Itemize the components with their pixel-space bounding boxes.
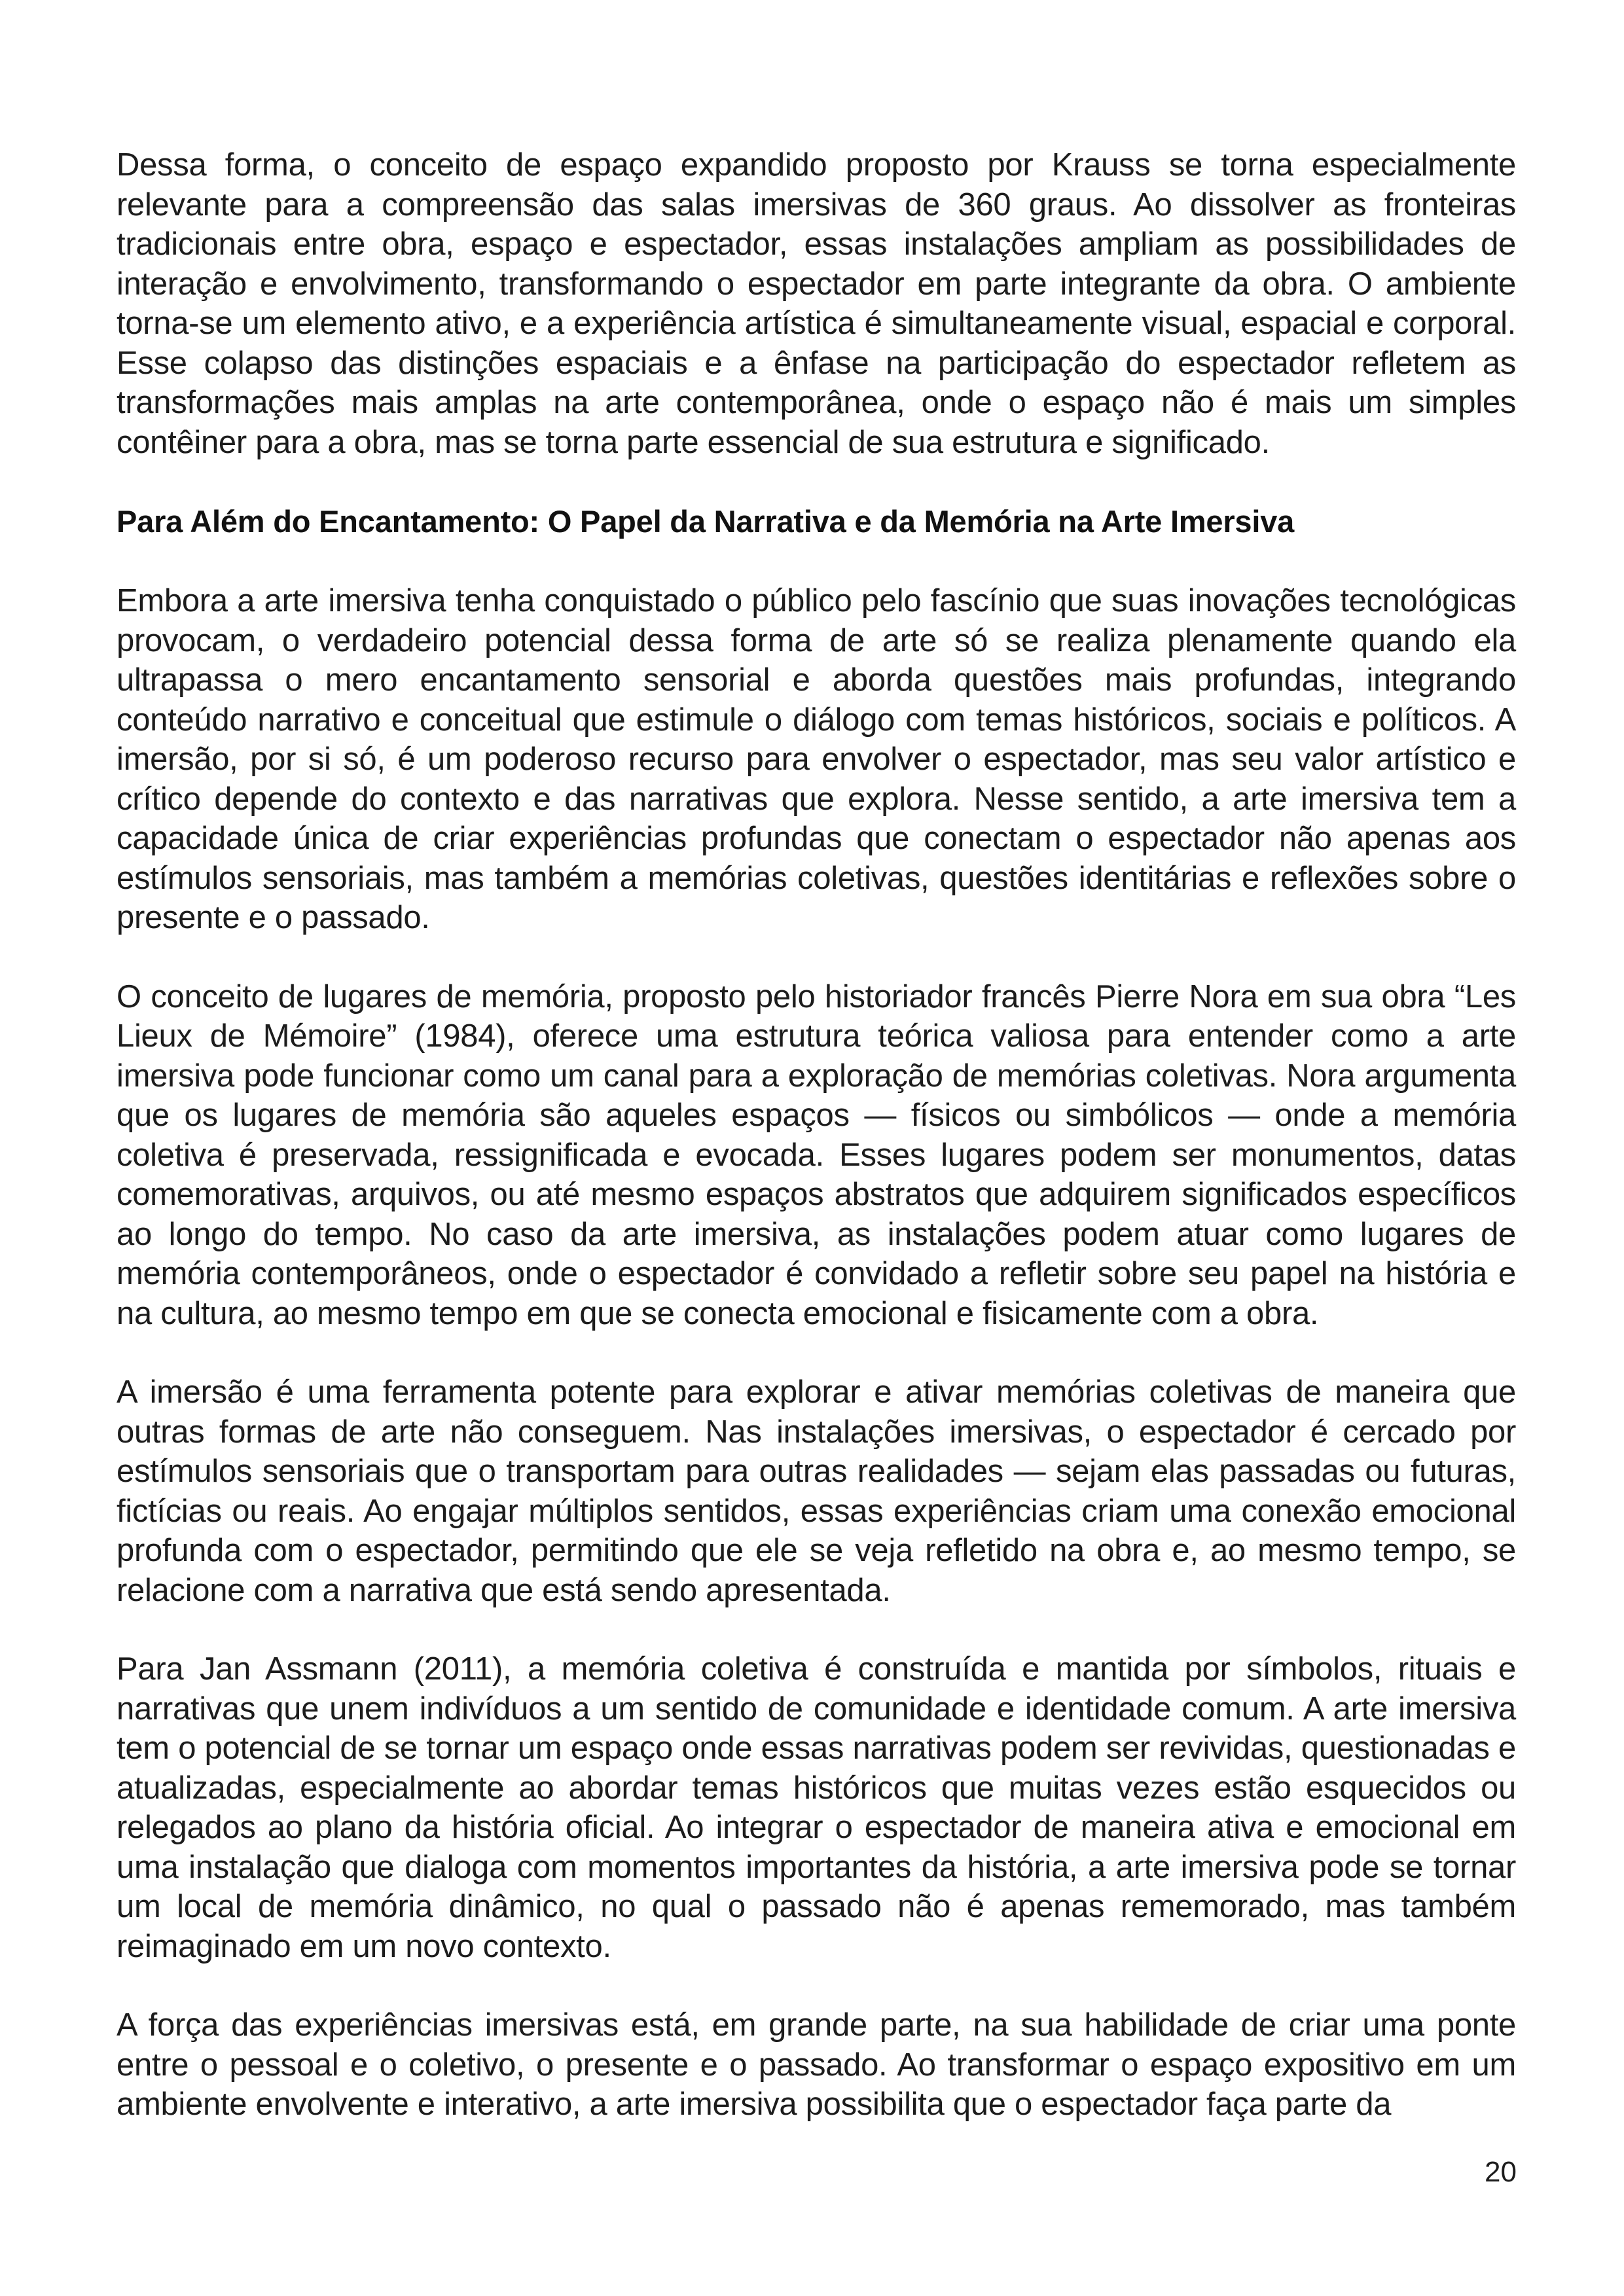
paragraph-pierre-nora-memory: O conceito de lugares de memória, proposto pelo historiador francês Pierre Nora em sua obra “Les Lieux de Mémoire” (1984), oferece uma estrutura teórica valiosa para entender como a arte imersiva pode funcionar como um canal para a exploração de memórias coletivas. Nora argumenta que os lugares de memória são aqueles espaços — físicos ou simbólicos — onde a memória coletiva é preservada, ressignificada e evocada. Esses lugares podem ser monumentos, datas comemorativas, arquivos, ou até mesmo espaços abstratos que adquirem significados específicos ao longo do tempo. No caso da arte imersiva, as instalações podem atuar como lugares de memória contemporâneos, onde o espectador é convidado a refletir sobre seu papel na história e na cultura, ao mesmo tempo em que se conecta emocional e fisicamente com a obra. (117, 978, 1516, 1331)
paragraph-jan-assmann: Para Jan Assmann (2011), a memória coletiva é construída e mantida por símbolos, rituais e narrativas que unem indivíduos a um sentido de comunidade e identidade comum. A arte imersiva tem o potencial de se tornar um espaço onde essas narrativas podem ser revividas, questionadas e atualizadas, especialmente ao abordar temas históricos que muitas vezes estão esquecidos ou relegados ao plano da história oficial. Ao integrar o espectador de maneira ativa e emocional em uma instalação que dialoga com momentos importantes da história, a arte imersiva pode se tornar um local de memória dinâmico, no qual o passado não é apenas rememorado, mas também reimaginado em um novo contexto. (117, 1651, 1516, 1964)
page-number: 20 (1485, 2156, 1517, 2188)
page-body (117, 145, 1516, 2164)
section-heading: Para Além do Encantamento: O Papel da Narrativa e da Memória na Arte Imersiva (117, 504, 1295, 539)
paragraph-immersive-art-potential: Embora a arte imersiva tenha conquistado o público pelo fascínio que suas inovações tecnológicas provocam, o verdadeiro potencial dessa forma de arte só se realiza plenamente quando ela ultrapassa o mero encantamento sensorial e aborda questões mais profundas, integrando conteúdo narrativo e conceitual que estimule o diálogo com temas históricos, sociais e políticos. A imersão, por si só, é um poderoso recurso para envolver o espectador, mas seu valor artístico e crítico depende do contexto e das narrativas que explora. Nesse sentido, a arte imersiva tem a capacidade única de criar experiências profundas que conectam o espectador não apenas aos estímulos sensoriais, mas também a memórias coletivas, questões identitárias e reflexões sobre o presente e o passado. (117, 583, 1516, 935)
paragraph-collective-memory-immersion: A imersão é uma ferramenta potente para explorar e ativar memórias coletivas de maneira que outras formas de arte não conseguem. Nas instalações imersivas, o espectador é cercado por estímulos sensoriais que o transportam para outras realidades — sejam elas passadas ou futuras, fictícias ou reais. Ao engajar múltiplos sentidos, essas experiências criam uma conexão emocional profunda com o espectador, permitindo que ele se veja refletido na obra e, ao mesmo tempo, se relacione com a narrativa que está sendo apresentada. (117, 1374, 1516, 1608)
paragraph-personal-collective-bridge: A força das experiências imersivas está, em grande parte, na sua habilidade de criar uma ponte entre o pessoal e o coletivo, o presente e o passado. Ao transformar o espaço expositivo em um ambiente envolvente e interativo, a arte imersiva possibilita que o espectador faça parte da (117, 2007, 1516, 2122)
paragraph-krauss-expanded-field: Dessa forma, o conceito de espaço expandido proposto por Krauss se torna especialmente relevante para a compreensão das salas imersivas de 360 graus. Ao dissolver as fronteiras tradicionais entre obra, espaço e espectador, essas instalações ampliam as possibilidades de interação e envolvimento, transformando o espectador em parte integrante da obra. O ambiente torna-se um elemento ativo, e a experiência artística é simultaneamente visual, espacial e corporal. Esse colapso das distinções espaciais e a ênfase na participação do espectador refletem as transformações mais amplas na arte contemporânea, onde o espaço não é mais um simples contêiner para a obra, mas se torna parte essencial de sua estrutura e significado. (117, 147, 1516, 460)
